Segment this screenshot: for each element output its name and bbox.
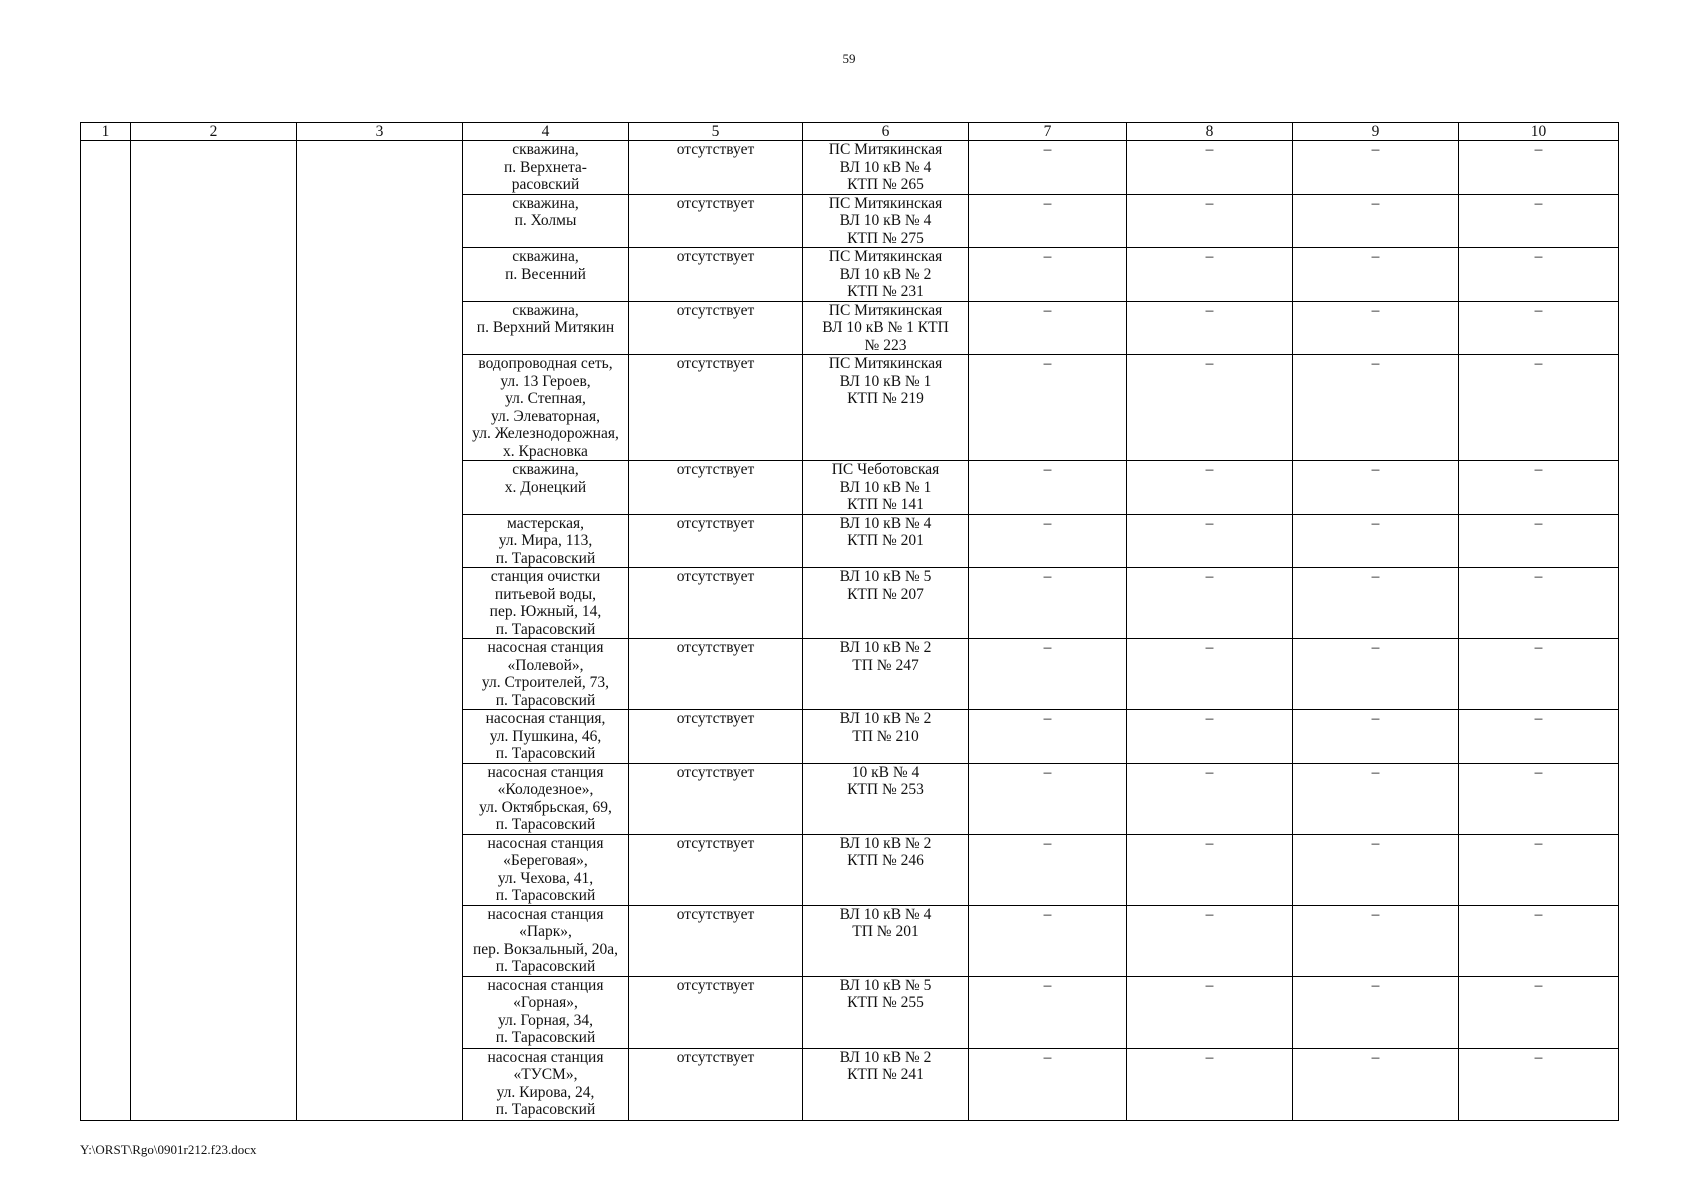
- col-10-cell: –: [1459, 141, 1619, 195]
- column-header-4: 4: [463, 123, 629, 141]
- col-8-cell: –: [1127, 461, 1293, 515]
- status-cell: отсутствует: [629, 639, 803, 710]
- col-10-cell: –: [1459, 301, 1619, 355]
- column-header-10: 10: [1459, 123, 1619, 141]
- col-10-cell: –: [1459, 905, 1619, 976]
- power-source-cell: ПС Митякинская ВЛ 10 кВ № 1 КТП № 219: [803, 355, 969, 461]
- col-8-cell: –: [1127, 763, 1293, 834]
- col-7-cell: –: [969, 355, 1127, 461]
- power-source-cell: ВЛ 10 кВ № 2 КТП № 246: [803, 834, 969, 905]
- object-cell: скважина, п. Холмы: [463, 194, 629, 248]
- power-source-cell: ВЛ 10 кВ № 2 ТП № 247: [803, 639, 969, 710]
- status-cell: отсутствует: [629, 194, 803, 248]
- col-7-cell: –: [969, 639, 1127, 710]
- power-source-cell: ВЛ 10 кВ № 5 КТП № 255: [803, 976, 969, 1048]
- column-header-6: 6: [803, 123, 969, 141]
- object-cell: скважина, х. Донецкий: [463, 461, 629, 515]
- col-7-cell: –: [969, 976, 1127, 1048]
- column-header-5: 5: [629, 123, 803, 141]
- col-10-cell: –: [1459, 248, 1619, 302]
- power-source-cell: ПС Чеботовская ВЛ 10 кВ № 1 КТП № 141: [803, 461, 969, 515]
- col-7-cell: –: [969, 763, 1127, 834]
- status-cell: отсутствует: [629, 461, 803, 515]
- column-header-1: 1: [81, 123, 131, 141]
- col-9-cell: –: [1293, 710, 1459, 764]
- col-10-cell: –: [1459, 514, 1619, 568]
- column-header-7: 7: [969, 123, 1127, 141]
- col-7-cell: –: [969, 194, 1127, 248]
- status-cell: отсутствует: [629, 905, 803, 976]
- col-1-cell: [81, 141, 131, 1121]
- object-cell: скважина, п. Верхний Митякин: [463, 301, 629, 355]
- status-cell: отсутствует: [629, 248, 803, 302]
- col-9-cell: –: [1293, 194, 1459, 248]
- object-cell: насосная станция «Полевой», ул. Строителей, 73, п. Тарасовский: [463, 639, 629, 710]
- status-cell: отсутствует: [629, 568, 803, 639]
- col-9-cell: –: [1293, 248, 1459, 302]
- col-3-cell: [297, 141, 463, 1121]
- col-8-cell: –: [1127, 976, 1293, 1048]
- object-cell: скважина, п. Верхнета- расовский: [463, 141, 629, 195]
- column-header-2: 2: [131, 123, 297, 141]
- col-8-cell: –: [1127, 514, 1293, 568]
- col-10-cell: –: [1459, 834, 1619, 905]
- power-source-cell: ВЛ 10 кВ № 4 КТП № 201: [803, 514, 969, 568]
- status-cell: отсутствует: [629, 763, 803, 834]
- col-7-cell: –: [969, 248, 1127, 302]
- col-9-cell: –: [1293, 639, 1459, 710]
- page-number: 59: [842, 51, 856, 66]
- object-cell: станция очистки питьевой воды, пер. Южный, 14, п. Тарасовский: [463, 568, 629, 639]
- col-10-cell: –: [1459, 568, 1619, 639]
- col-9-cell: –: [1293, 514, 1459, 568]
- col-8-cell: –: [1127, 568, 1293, 639]
- col-10-cell: –: [1459, 355, 1619, 461]
- col-10-cell: –: [1459, 710, 1619, 764]
- power-source-cell: ВЛ 10 кВ № 5 КТП № 207: [803, 568, 969, 639]
- object-cell: насосная станция «Парк», пер. Вокзальный, 20а, п. Тарасовский: [463, 905, 629, 976]
- power-source-cell: ВЛ 10 кВ № 2 ТП № 210: [803, 710, 969, 764]
- col-8-cell: –: [1127, 301, 1293, 355]
- table-body: [81, 141, 1619, 1121]
- power-source-cell: ПС Митякинская ВЛ 10 кВ № 2 КТП № 231: [803, 248, 969, 302]
- col-7-cell: –: [969, 141, 1127, 195]
- table-header: [81, 123, 1619, 141]
- power-source-cell: ПС Митякинская ВЛ 10 кВ № 4 КТП № 265: [803, 141, 969, 195]
- col-2-cell: [131, 141, 297, 1121]
- status-cell: отсутствует: [629, 1048, 803, 1120]
- col-8-cell: –: [1127, 248, 1293, 302]
- power-source-cell: ПС Митякинская ВЛ 10 кВ № 1 КТП № 223: [803, 301, 969, 355]
- object-cell: насосная станция, ул. Пушкина, 46, п. Тарасовский: [463, 710, 629, 764]
- col-8-cell: –: [1127, 1048, 1293, 1120]
- col-10-cell: –: [1459, 1048, 1619, 1120]
- status-cell: отсутствует: [629, 976, 803, 1048]
- col-7-cell: –: [969, 710, 1127, 764]
- col-9-cell: –: [1293, 461, 1459, 515]
- col-7-cell: –: [969, 1048, 1127, 1120]
- power-source-cell: 10 кВ № 4 КТП № 253: [803, 763, 969, 834]
- col-9-cell: –: [1293, 976, 1459, 1048]
- table-row: [81, 141, 1619, 195]
- col-8-cell: –: [1127, 194, 1293, 248]
- footer-file-path: Y:\ORST\Rgo\0901r212.f23.docx: [80, 1142, 257, 1157]
- col-7-cell: –: [969, 514, 1127, 568]
- col-7-cell: –: [969, 834, 1127, 905]
- status-cell: отсутствует: [629, 301, 803, 355]
- object-cell: насосная станция «Колодезное», ул. Октябрьская, 69, п. Тарасовский: [463, 763, 629, 834]
- power-source-cell: ВЛ 10 кВ № 2 КТП № 241: [803, 1048, 969, 1120]
- power-source-cell: ПС Митякинская ВЛ 10 кВ № 4 КТП № 275: [803, 194, 969, 248]
- col-9-cell: –: [1293, 834, 1459, 905]
- col-8-cell: –: [1127, 141, 1293, 195]
- col-10-cell: –: [1459, 976, 1619, 1048]
- col-7-cell: –: [969, 568, 1127, 639]
- col-7-cell: –: [969, 905, 1127, 976]
- col-9-cell: –: [1293, 905, 1459, 976]
- header-row: [81, 123, 1619, 141]
- col-10-cell: –: [1459, 194, 1619, 248]
- object-cell: водопроводная сеть, ул. 13 Героев, ул. Степная, ул. Элеваторная, ул. Железнодорожная, х. Красновка: [463, 355, 629, 461]
- object-cell: насосная станция «Горная», ул. Горная, 34, п. Тарасовский: [463, 976, 629, 1048]
- object-cell: насосная станция «Береговая», ул. Чехова, 41, п. Тарасовский: [463, 834, 629, 905]
- col-9-cell: –: [1293, 141, 1459, 195]
- object-cell: скважина, п. Весенний: [463, 248, 629, 302]
- column-header-8: 8: [1127, 123, 1293, 141]
- status-cell: отсутствует: [629, 141, 803, 195]
- col-9-cell: –: [1293, 763, 1459, 834]
- col-8-cell: –: [1127, 355, 1293, 461]
- object-cell: насосная станция «ТУСМ», ул. Кирова, 24, п. Тарасовский: [463, 1048, 629, 1120]
- col-10-cell: –: [1459, 461, 1619, 515]
- col-7-cell: –: [969, 461, 1127, 515]
- col-10-cell: –: [1459, 763, 1619, 834]
- data-table: [80, 122, 1619, 1121]
- status-cell: отсутствует: [629, 710, 803, 764]
- column-header-3: 3: [297, 123, 463, 141]
- col-8-cell: –: [1127, 639, 1293, 710]
- object-cell: мастерская, ул. Мира, 113, п. Тарасовский: [463, 514, 629, 568]
- col-9-cell: –: [1293, 301, 1459, 355]
- status-cell: отсутствует: [629, 834, 803, 905]
- status-cell: отсутствует: [629, 355, 803, 461]
- col-8-cell: –: [1127, 710, 1293, 764]
- col-8-cell: –: [1127, 834, 1293, 905]
- column-header-9: 9: [1293, 123, 1459, 141]
- col-9-cell: –: [1293, 568, 1459, 639]
- status-cell: отсутствует: [629, 514, 803, 568]
- col-7-cell: –: [969, 301, 1127, 355]
- power-source-cell: ВЛ 10 кВ № 4 ТП № 201: [803, 905, 969, 976]
- col-9-cell: –: [1293, 1048, 1459, 1120]
- col-9-cell: –: [1293, 355, 1459, 461]
- col-10-cell: –: [1459, 639, 1619, 710]
- col-8-cell: –: [1127, 905, 1293, 976]
